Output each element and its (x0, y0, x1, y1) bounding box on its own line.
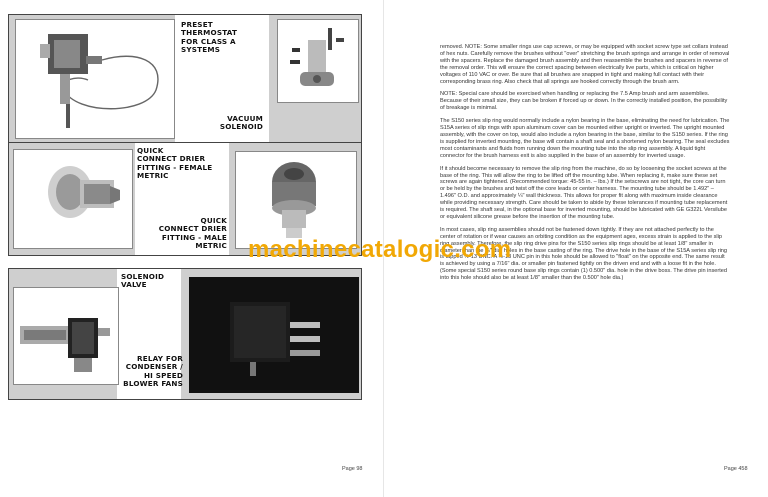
left-page-number: Page 98 (342, 466, 363, 472)
paragraph: In most cases, slip ring assemblies should not be fastened down tightly. If they are not attached perfectly to the center of rotation or if wear causes an orbiting condition as the equipment ages, excess strain is applied to the slip ring assembly. Therefore, the slip ring drive pins for the S150 series slip rings should be at least 1/8" smaller in diameter than the ¾" dia. holes in the base casting of the ring. The drive hole in the base of the S15A series slip ring is tapped ½-13 UNC. A ½-13 UNC pin in this hole should be allowed to "float" on the opposite end. The same result is achieved by using a 7/16" dia. or smaller pin fastened tightly on the driven end and with a loose fit in the hole. (Some special S150 series round base slip rings contain (1) 0.500" dia. hole in the drive boss. The drive pin inserted into this hole should also be at least 1/8" smaller than the 0.500" hole dia.) (440, 226, 728, 282)
paragraph: The S150 series slip ring would normally include a nylon bearing in the base, eliminating the need for lubrication. The S15A series of slip rings with spun aluminum cover can be mounted either upright or inverted. The upright mounted assembly, with the cover on top, would also include a nylon bearing in the base, similar to the S150 series. If the ring is supplied for inverted mounting, the base will contain a shaft seal and a shortened nylon bearing. The seal excludes most contaminants and fluids from running down the mounting tube into the slip ring assembly. A liquid tight connector for the brush harness exit is also supplied in the base of an assembly for inverted usage. (440, 118, 730, 159)
female-fitting-label: QUICK CONNECT DRIER FITTING - FEMALE METRIC (137, 146, 213, 181)
vacuum-solenoid-photo (277, 19, 359, 103)
solenoid-valve-photo (13, 287, 119, 385)
vacuum-solenoid-label: VACUUM SOLENOID (219, 114, 263, 132)
male-fitting-label: QUICK CONNECT DRIER FITTING - MALE METRIC (158, 216, 227, 251)
paragraph: If it should become necessary to remove the slip ring from the machine, do so by loosening the socket screws at the base of the ring. This will allow the ring to be lifted off the mounting tube. When replacing it, make sure these set screws are again tightened. (Recommended torque: 45-55 in. – lbs.) If the setscrews are not tight, the core can turn or be held by the brushes and twist off the core leads or center harness. The mounting tube should be 1.492" – 1.496" O.D. and approximately ¼" wall thickness. This allows for proper fit along with maximum inside clearance while providing necessary strength. Care should be taken to abide by these tolerances if mounting tube replacement is required. The shaft seal, in the optional base for inverted mounting, should be lubricated with GE G322L Versilube or equivalent silicone grease before the insertion of the mounting tube. (440, 165, 728, 220)
thermostat-label: PRESET THERMOSTAT FOR CLASS A SYSTEMS (181, 20, 238, 55)
thermostat-photo (15, 19, 175, 139)
male-fitting-photo (235, 151, 357, 249)
paragraph: removed. NOTE: Some smaller rings use cap screws, or may be equipped with socket screw type set collars instead of hex nuts. Carefully remove the brushes without "over" stretching the brush springs and arrange in order of removal with the spacers. Replace the damaged brush assembly and then reassemble the brushes and spacers in reverse of the removal order. This will ensure the correct spacing between electrically live parts, which is critical on higher voltages of 110 VAC or over. Be sure that all brushes are snapped in tight and making full contact with their corresponding brass ring. Also check that all springs are hooked correctly through the brush arm. (440, 44, 730, 85)
paragraph: NOTE: Special care should be exercised when handling or replacing the 7.5 Amp brush and arm assemblies. Because of their small size, they can be broken if forced up or down. In the correctly installed position, the possibility of breakage is minimal. (440, 91, 728, 112)
solenoid-valve-label: SOLENOID VALVE (121, 272, 165, 290)
relay-label: RELAY FOR CONDENSER / HI SPEED BLOWER FANS (123, 354, 183, 389)
watermark: machinecatalogic.com (248, 236, 512, 263)
relay-photo (189, 277, 359, 393)
female-fitting-photo (13, 149, 133, 249)
right-page-number: Page 458 (724, 466, 748, 472)
thermostat-solenoid-panel (8, 14, 362, 144)
solenoid-relay-panel (8, 268, 362, 400)
